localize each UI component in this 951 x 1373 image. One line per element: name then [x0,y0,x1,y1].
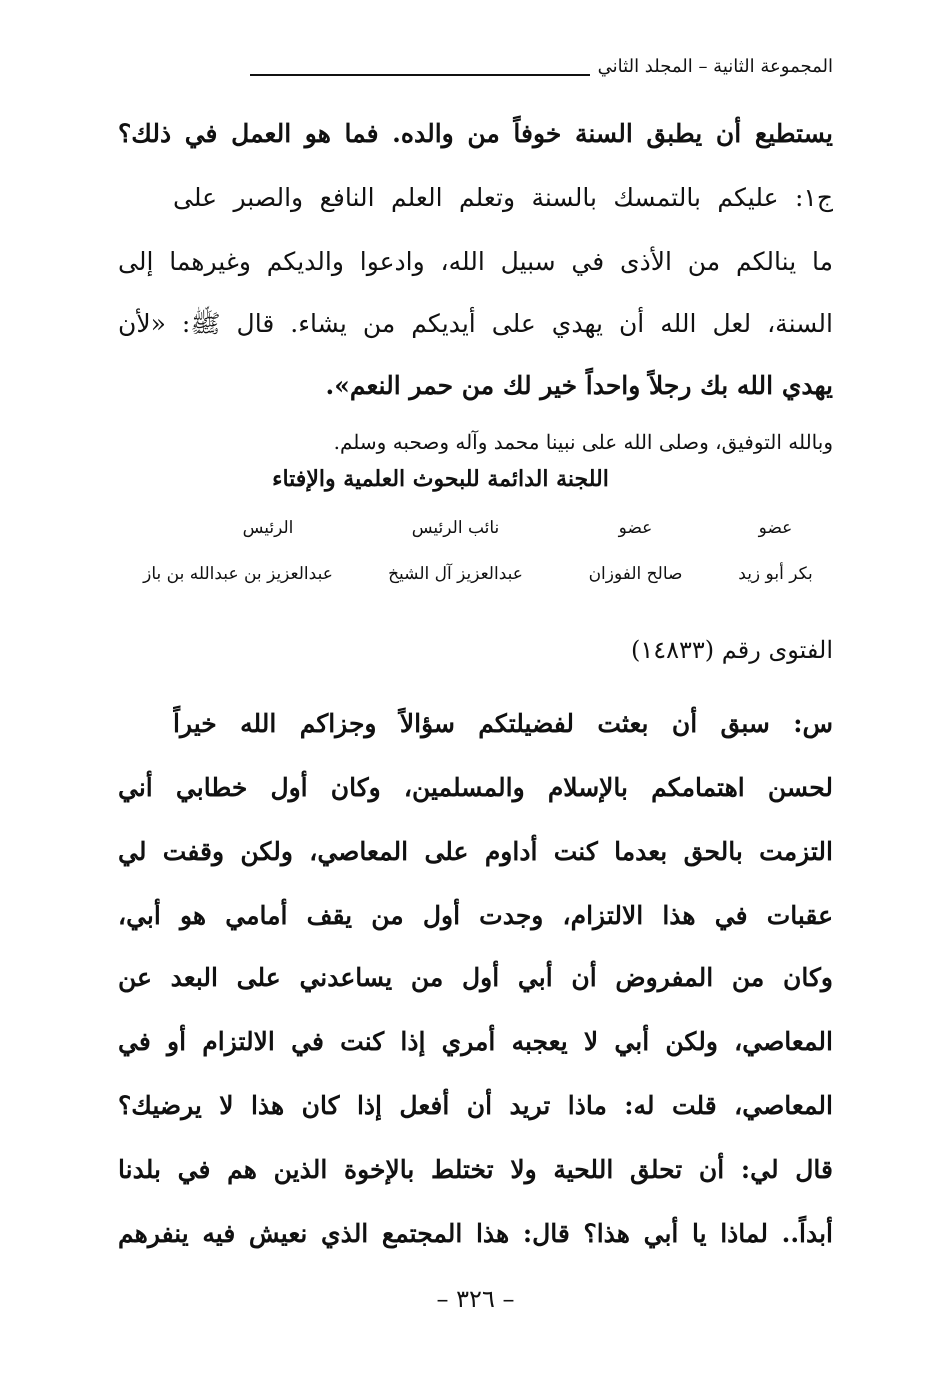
answer-line: السنة، لعل الله أن يهدي على أيديكم من يشاء. قال ﷺ: «لأن [118,309,833,338]
signature-name: صالح الفوزان [588,564,683,584]
signature-role: عضو [618,518,653,538]
signature-roles-row [118,518,833,538]
question-line: س: سبق أن بعثت لفضيلتكم سؤالاً وجزاكم الله خيراً [173,709,833,738]
signature-name: عبدالعزيز بن عبدالله بن باز [143,564,333,584]
closing-line: وبالله التوفيق، وصلى الله على نبينا محمد وآله وصحبه وسلم. [333,430,833,454]
signature-role: الرئيس [242,518,294,538]
question-line: التزمت بالحق بعدما كنت أداوم على المعاصي، ولكن وقفت لي [118,837,833,866]
signature-names-row [118,564,833,584]
question-line: وكان من المفروض أن أبي أول من يساعدني على البعد عن [118,963,833,992]
header-rule [250,74,590,76]
question-line: أبداً.. لماذا يا أبي هذا؟ قال: هذا المجتمع الذي نعيش فيه ينفرهم [118,1219,833,1248]
committee-title: اللجنة الدائمة للبحوث العلمية والإفتاء [272,466,609,492]
question-line: المعاصي، ولكن أبي لا يعجبه أمري إذا كنت في الالتزام أو في [118,1027,833,1056]
question-line: قال لي: أن تحلق اللحية ولا تختلط بالإخوة الذين هم في بلدنا [118,1155,833,1184]
answer-line: ج١: عليكم بالتمسك بالسنة وتعلم العلم النافع والصبر على [173,183,833,212]
question-line: عقبات في هذا الالتزام، وجدت أول من يقف أمامي هو أبي، [118,901,833,930]
question-tail: يستطيع أن يطبق السنة خوفاً من والده. فما هو العمل في ذلك؟ [118,119,833,148]
fatwa-number: الفتوى رقم (١٤٨٣٣) [630,636,833,664]
page-number: – ٣٢٦ – [436,1285,515,1313]
signature-role: نائب الرئيس [411,518,500,538]
signature-name: عبدالعزيز آل الشيخ [388,564,523,584]
running-header [250,56,833,77]
signature-role: عضو [758,518,793,538]
answer-line-hadith: يهدي الله بك رجلاً واحداً خير لك من حمر النعم». [325,371,833,400]
signature-name: بكر أبو زيد [738,564,813,584]
question-line: المعاصي، قلت له: ماذا تريد أن أفعل إذا كان هذا لا يرضيك؟ [118,1091,833,1120]
running-header-title: المجموعة الثانية – المجلد الثاني [597,56,833,77]
answer-line: ما ينالكم من الأذى في سبيل الله، وادعوا والديكم وغيرهما إلى [118,247,833,276]
question-line: لحسن اهتمامكم بالإسلام والمسلمين، وكان أول خطابي أني [118,773,833,802]
